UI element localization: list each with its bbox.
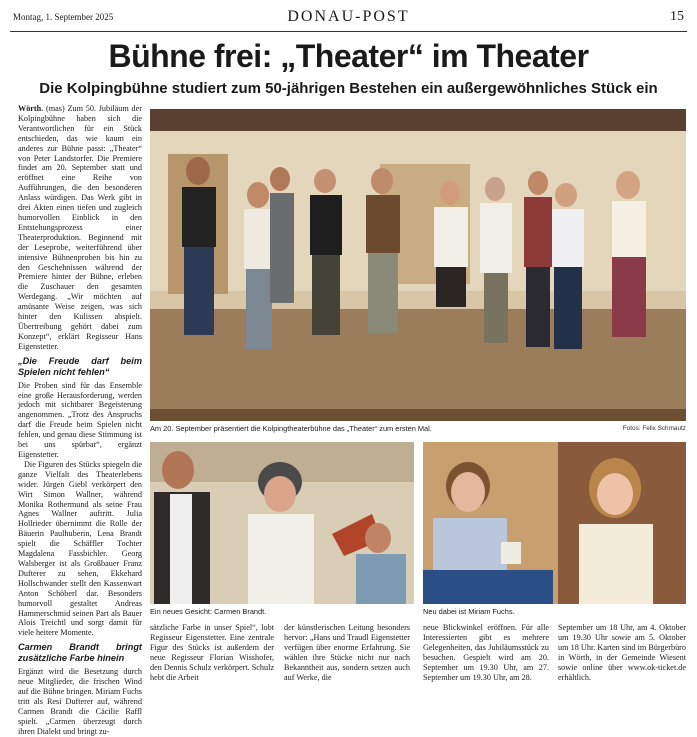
photo-carmen-brandt [150, 442, 414, 604]
left-photo-caption: Ein neues Gesicht: Carmen Brandt. [150, 607, 267, 616]
subheading-1: „Die Freude darf beim Spielen nicht fehlen“ [18, 355, 142, 377]
photo-miriam-fuchs [423, 442, 686, 604]
left-text-column [18, 104, 142, 736]
paragraph-2: Die Proben sind für das Ensemble eine große Herausforderung, werden jedoch mit sichtbarer Begeisterung angenommen. „Trotz des Anspruchs darf die Freude beim Spielen nicht fehlen, und genau diese Stimmung ist bei uns spürbar“, ergänzt Eigenstetter. [18, 380, 142, 459]
dateline: Wörth. [18, 104, 44, 113]
text-column-3 [284, 623, 410, 682]
column-4-text: neue Blickwinkel eröffnen. Für alle Interessierten gibt es mehrere Gelegenheiten, das Jubiläumsstück zu besuchen. Gespielt wird am 20. September um 19.30 Uhr, am 27. September um 19.30 Uhr, am 28. [423, 623, 549, 682]
text-column-2 [150, 623, 274, 682]
text-column-5 [558, 623, 686, 682]
header-rule [10, 31, 687, 32]
page-number: 15 [670, 9, 684, 24]
text-column-4 [423, 623, 549, 682]
main-photo [150, 109, 686, 421]
subheadline: Die Kolpingbühne studiert zum 50-jährigen Bestehen ein außergewöhnliches Stück ein [39, 80, 658, 97]
headline: Bühne frei: „Theater“ im Theater [108, 38, 589, 74]
intro-paragraph: (mas) Zum 50. Jubiläum der Kolpingbühne haben sich die Verantwortlichen für ein Stück entschieden, das wie kaum ein anderes zur Bühne passt: „Theater“ von Peter Landstorfer. Die Premiere findet am 20. September statt und eröffnet eine Reihe von Aufführungen, die den besonderen Anlass würdigen. Das Werk gibt in drei Akten einen tiefen und zugleich humorvollen Einblick in den Entstehungsprozess einer Theaterproduktion. Beginnend mit der Leseprobe, weiterführend über intensive Bühnenproben bis hin zu den Geschehnissen während der Premiere hinter der Bühne, erleben die Zuschauer den gesamten Werdegang. „Wir möchten auf amüsante Weise zeigen, was sich hinter den Kulissen abspielt. Übertreibung gehört dabei zum Konzept“, erklärt Regisseur Hans Eigenstetter. [18, 104, 142, 351]
issue-date: Montag, 1. September 2025 [13, 12, 114, 22]
column-2-text: sätzliche Farbe in unser Spiel“, lobt Regisseur Eigenstetter. Eine zentrale Figur des Stücks ist außerdem der neue Regisseur Florian Wisshofer, den Dennis Schulz verkörpert. Schulz hebt die Arbeit [150, 623, 274, 682]
main-photo-caption: Am 20. September präsentiert die Kolpingtheaterbühne das „Theater“ zum ersten Mal. [150, 424, 432, 433]
column-5-text: September um 18 Uhr, am 4. Oktober um 19.30 Uhr sowie am 5. Oktober um 18 Uhr. Karten sind im Bürgerbüro in Wörth, in der Gemeinde Wiesent sowie online über www.ok-ticket.de erhältlich. [558, 623, 686, 682]
photo-credit: Fotos: Felix Schmautz [622, 425, 686, 432]
paragraph-4: Ergänzt wird die Besetzung durch neue Mitglieder, die frischen Wind auf die Bühne bringen. Miriam Fuchs tritt als Resi Dufterer auf, während Carmen Brandt die Cäcilie Raffl spielt. „Carmen überzeugt durch ihren Dialekt und bringt zu- [18, 667, 142, 736]
newspaper-name: DONAU-POST [287, 8, 410, 25]
subheading-2: Carmen Brandt bringt zusätzliche Farbe hinein [18, 642, 142, 664]
column-3-text: der künstlerischen Leitung besonders hervor: „Hans und Traudl Eigenstetter verfügen über enorme Erfahrung. Sie wählen ihre Stücke nicht nur nach Bekanntheit aus, sondern setzen auch auf Werke, die [284, 623, 410, 682]
right-photo-caption: Neu dabei ist Miriam Fuchs. [423, 607, 515, 616]
paragraph-3: Die Figuren des Stücks spiegeln die ganze Vielfalt des Theaterlebens wider. Jürgen Giebl verkörpert den Wirt Simon Wallner, während Monika Rothermund als seine Frau Agnes Wallner auftritt. Julia Hollrieder übernimmt die Rolle der Bäuerin Paulhuberin, Lena Brandt spielt die Schäffler Tochter Magdalena Fassbichler. Georg Walsberger ist als Großbauer Franz Dufterer zu sehen, Ekkehard Hollschwander stellt den Kassenwart Anton Schöberl dar. Besonders humorvoll gestaltet Andreas Hammerschmid seinen Part als Bauer Alois Treichtl und sorgt damit für viele heitere Momente. [18, 459, 142, 638]
